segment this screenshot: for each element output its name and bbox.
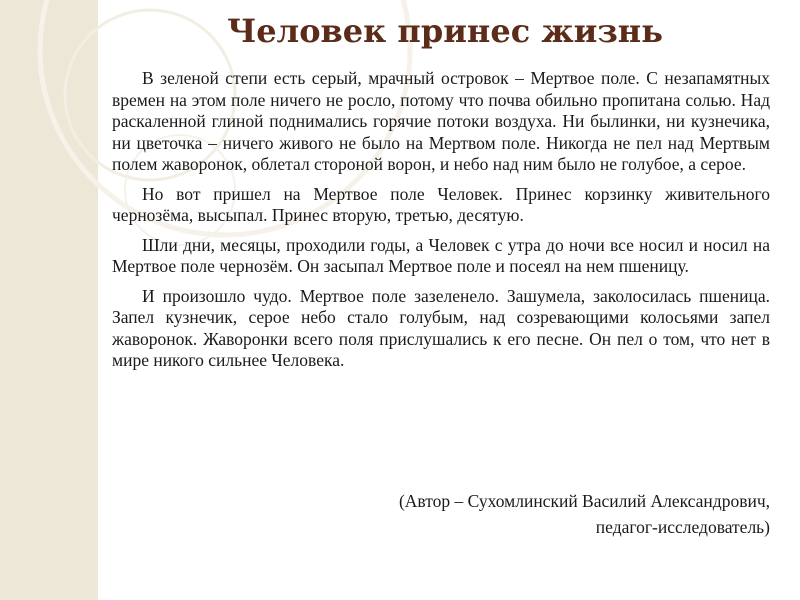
- attribution-line-2: педагог-исследователь): [595, 517, 770, 537]
- paragraph-3: Шли дни, месяцы, проходили годы, а Человек с утра до ночи все носил и носил на Мертвое поле чернозём. Он засыпал Мертвое поле и посеял на нем пшеницу.: [112, 234, 770, 276]
- paragraph-4: И произошло чудо. Мертвое поле зазеленело. Зашумела, заколосилась пшеница. Запел кузнечик, серое небо стало голубым, над созревающими колосьями запел жаворонок. Жаворонки всего поля прислушались к его песне. Он пел о том, что нет в мире никого сильнее Человека.: [112, 285, 770, 370]
- story-text: [112, 68, 770, 380]
- paragraph-1: В зеленой степи есть серый, мрачный островок – Мертвое поле. С незапамятных времен на этом поле ничего не росло, потому что почва обильно пропитана солью. Над раскаленной глиной поднимались горячие потоки воздуха. Ни былинки, ни кузнечика, ни цветочка – ничего живого не было на Мертвом поле. Никогда не пел над Мертвым полем жаворонок, облетал стороной ворон, и небо над ним было не голубое, а серое.: [112, 68, 770, 174]
- author-attribution: [210, 488, 770, 540]
- slide-title: Человек принес жизнь: [227, 12, 663, 50]
- attribution-line-1: (Автор – Сухомлинский Василий Александрович,: [398, 491, 770, 511]
- paragraph-2: Но вот пришел на Мертвое поле Человек. Принес корзинку живительного чернозёма, высыпал. Принес вторую, третью, десятую.: [112, 183, 770, 225]
